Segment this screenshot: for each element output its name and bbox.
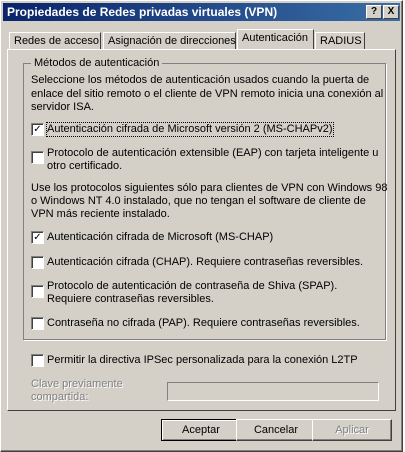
intro-line-2: enlace del sitio remoto o el cliente de VPN remoto inicia una conexión al: [31, 88, 384, 100]
label-eap-line-1[interactable]: Protocolo de autenticación extensible (EAP) con tarjeta inteligente u: [47, 147, 379, 159]
psk-label-line-2: compartida:: [31, 391, 89, 403]
window-title: Propiedades de Redes privadas virtuales (VPN): [7, 5, 278, 19]
psk-input[interactable]: [167, 382, 379, 401]
tab-radius[interactable]: RADIUS: [315, 32, 365, 49]
title-bar[interactable]: [3, 3, 400, 21]
tab-asignacion-direcciones[interactable]: Asignación de direcciones: [103, 32, 236, 49]
ok-button[interactable]: Aceptar: [161, 419, 241, 441]
label-ipsec-policy[interactable]: Permitir la directiva IPSec personalizada para la conexión L2TP: [47, 354, 358, 366]
label-pap[interactable]: Contraseña no cifrada (PAP). Requiere contraseñas reversibles.: [47, 317, 360, 329]
legacy-line-2: o Windows NT 4.0 instalado, que no tengan el software de cliente de: [31, 195, 366, 207]
label-mschapv2[interactable]: Autenticación cifrada de Microsoft versión 2 (MS-CHAPv2): [47, 123, 333, 135]
checkbox-chap[interactable]: [31, 256, 44, 269]
label-mschap[interactable]: Autenticación cifrada de Microsoft (MS-CHAP): [47, 231, 274, 243]
help-button[interactable]: ?: [366, 5, 382, 19]
checkbox-ipsec-policy[interactable]: [31, 354, 44, 367]
psk-label-line-1: Clave previamente: [31, 378, 123, 390]
label-spap-line-1[interactable]: Protocolo de autenticación de contraseña de Shiva (SPAP).: [47, 280, 338, 292]
checkbox-spap[interactable]: [31, 285, 44, 298]
legacy-line-1: Use los protocolos siguientes sólo para clientes de VPN con Windows 98: [31, 182, 388, 194]
tab-redes-de-acceso[interactable]: Redes de acceso: [9, 32, 101, 49]
intro-line-1: Seleccione los métodos de autenticación usados cuando la puerta de: [31, 74, 370, 86]
label-spap-line-2[interactable]: Requiere contraseñas reversibles.: [47, 293, 214, 305]
apply-button[interactable]: Aplicar: [312, 419, 392, 441]
checkbox-pap[interactable]: [31, 317, 44, 330]
label-chap[interactable]: Autenticación cifrada (CHAP). Requiere contraseñas reversibles.: [47, 256, 364, 268]
checkbox-eap[interactable]: [31, 151, 44, 164]
group-legend: Métodos de autenticación: [31, 57, 162, 69]
intro-line-3: servidor ISA.: [31, 101, 94, 113]
tab-autenticacion[interactable]: Autenticación: [237, 29, 314, 49]
checkbox-mschap[interactable]: ✓: [31, 231, 44, 244]
checkbox-mschapv2[interactable]: ✓: [31, 123, 44, 136]
close-button[interactable]: X: [383, 5, 399, 19]
label-eap-line-2[interactable]: otro certificado.: [47, 160, 123, 172]
cancel-button[interactable]: Cancelar: [236, 419, 316, 441]
legacy-line-3: VPN más reciente instalado.: [31, 208, 170, 220]
